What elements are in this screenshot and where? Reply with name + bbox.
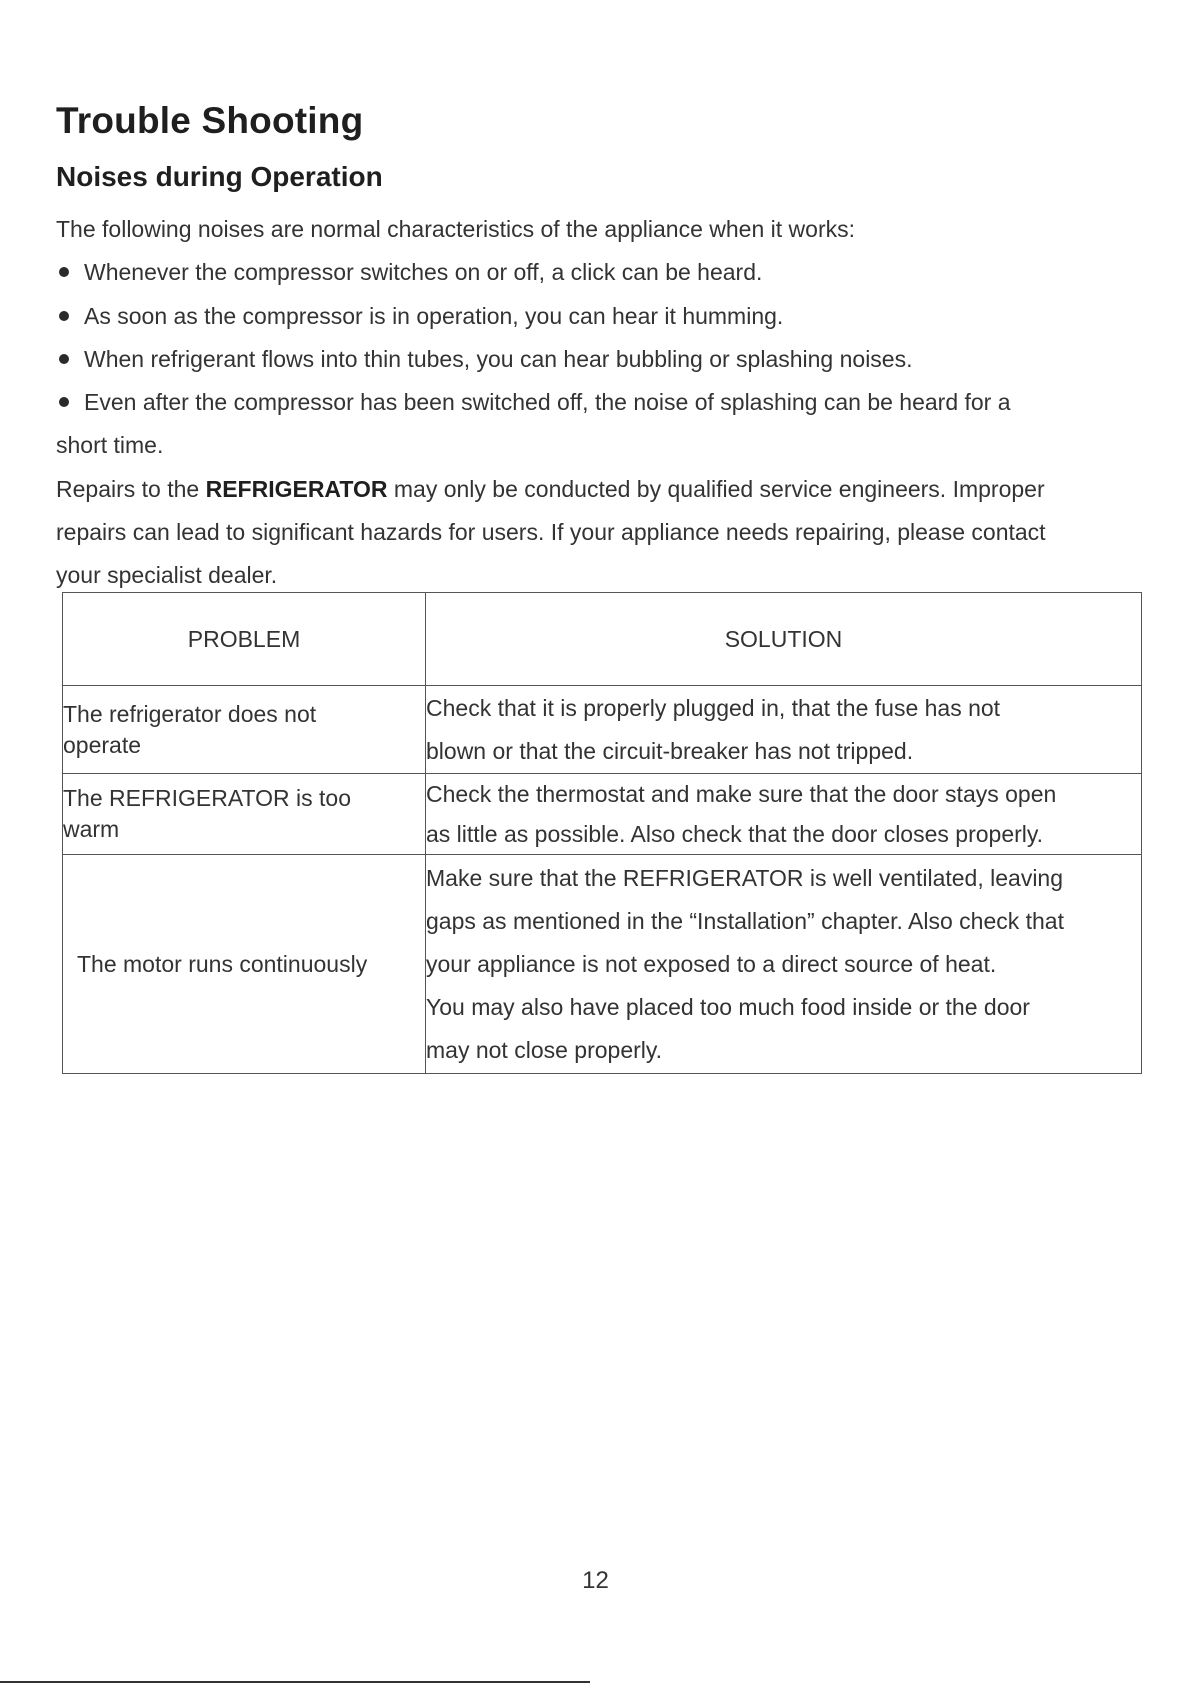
body-text [56,208,1146,598]
solution-text: Check that it is properly plugged in, that the fuse has not [426,694,1001,721]
bullet-dot-icon [59,397,69,407]
bullet-text: Whenever the compressor switches on or off, a click can be heard. [84,259,763,286]
solution-text: as little as possible. Also check that the door closes properly. [426,821,1044,847]
bullet-item [56,381,1146,424]
problem-text: warm [63,816,120,842]
repairs-text-start: Repairs to the [56,475,206,502]
solution-column-header: SOLUTION [426,593,1142,686]
bullet-text: As soon as the compressor is in operation, you can hear it humming. [84,302,784,329]
table-row [63,686,1142,774]
bullet-item [56,251,1146,294]
problem-cell [63,774,426,855]
troubleshooting-table [62,592,1142,1074]
solution-text: You may also have placed too much food inside or the door [426,993,1030,1020]
problem-cell [63,855,426,1074]
solution-text: blown or that the circuit-breaker has not tripped. [426,737,914,764]
solution-text: Check the thermostat and make sure that the door stays open [426,781,1057,807]
table-row [63,855,1142,1074]
problem-text: The motor runs continuously [77,950,368,977]
problem-text: The REFRIGERATOR is too [63,785,351,811]
solution-cell [426,686,1142,774]
bullet-text: Even after the compressor has been switched off, the noise of splashing can be heard for a [84,389,1011,416]
bullet-text: When refrigerant flows into thin tubes, you can hear bubbling or splashing noises. [84,345,913,372]
bullet-dot-icon [59,267,69,277]
solution-text: may not close properly. [426,1036,663,1063]
solution-text: your appliance is not exposed to a direct source of heat. [426,950,997,977]
intro-paragraph: The following noises are normal characteristics of the appliance when it works: [56,216,855,242]
repairs-text-line2: repairs can lead to significant hazards for users. If your appliance needs repairing, please contact [56,519,1046,546]
page-title: Trouble Shooting [56,100,364,141]
bullet-item [56,338,1146,381]
bullet-continuation: short time. [56,432,164,459]
repairs-text-line3: your specialist dealer. [56,562,278,589]
table-row [63,774,1142,855]
section-heading: Noises during Operation [56,161,383,192]
solution-cell [426,855,1142,1074]
problem-column-header: PROBLEM [63,593,426,686]
solution-cell [426,774,1142,855]
problem-text: operate [63,731,142,758]
repairs-paragraph [56,468,1146,598]
bottom-divider [0,1681,590,1683]
solution-text: gaps as mentioned in the “Installation” chapter. Also check that [426,907,1064,934]
bullet-item [56,295,1146,338]
table-header-row [63,593,1142,686]
bullet-dot-icon [59,354,69,364]
problem-text: The refrigerator does not [63,700,317,727]
bullet-dot-icon [59,311,69,321]
repairs-text-line1: may only be conducted by qualified service engineers. Improper [387,475,1045,502]
repairs-product-name: REFRIGERATOR [205,475,388,502]
problem-cell [63,686,426,774]
page-number: 12 [582,1567,609,1594]
solution-text: Make sure that the REFRIGERATOR is well ventilated, leaving [426,864,1064,891]
